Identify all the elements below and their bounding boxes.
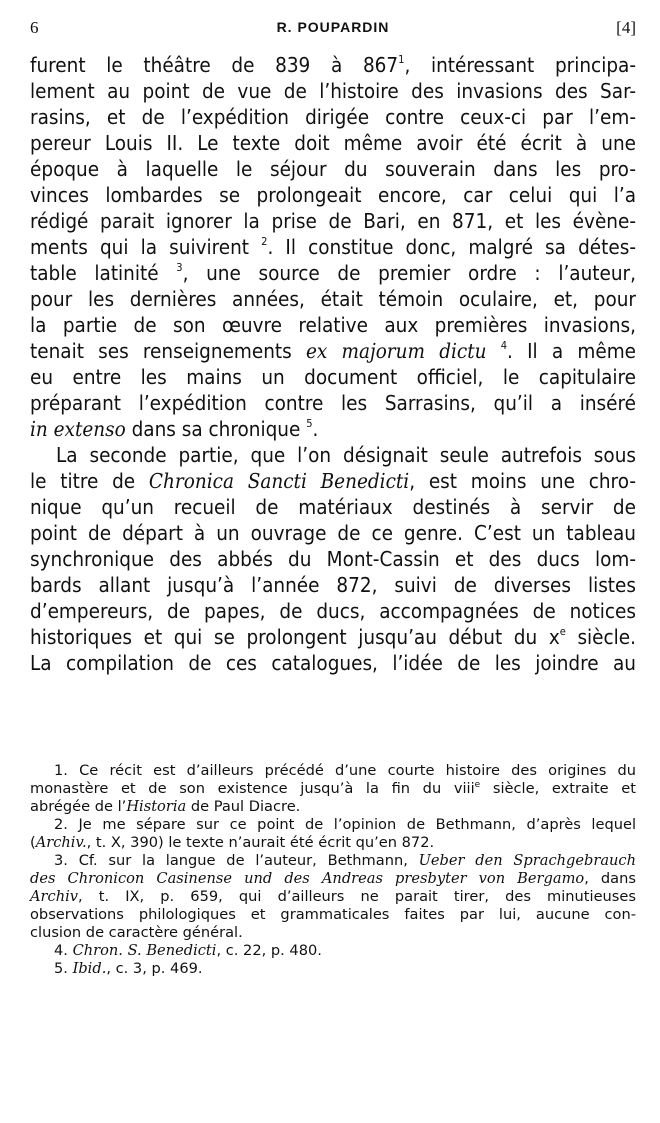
footnote-ref-4: 4	[500, 339, 508, 352]
section-marker: [4]	[616, 18, 636, 37]
footnote-1: 1. Ce récit est d’ailleurs précédé d’une courte histoire des origines du	[54, 762, 636, 779]
main-text	[30, 52, 636, 676]
text-line: point de départ à un ouvrage de ce genre. C’est un tableau	[30, 521, 636, 545]
footnote-4: 4. Chron. S. Benedicti, c. 22, p. 480.	[54, 942, 322, 959]
text-line: pour les dernières années, était témoin oculaire, et, pour	[30, 287, 636, 311]
footnote-2: 2. Je me sépare sur ce point de l’opinion de Bethmann, d’après lequel	[54, 816, 636, 833]
text-line: synchronique des abbés du Mont-Cassin et des ducs lom-	[30, 547, 636, 571]
running-title: R. POUPARDIN	[276, 19, 390, 35]
footnote-ref-2: 2	[261, 235, 268, 248]
footnote-5: 5. Ibid., c. 3, p. 469.	[54, 960, 203, 977]
text-line: vinces lombardes se prolongeait encore, car celui qui l’a	[30, 183, 636, 207]
footnote-1-cont: abrégée de l’Historia de Paul Diacre.	[30, 798, 301, 815]
text-line: La compilation de ces catalogues, l’idée de les joindre au	[30, 651, 636, 675]
text-line: tenait ses renseignements ex majorum dictu $^4$. Il a même	[30, 339, 637, 363]
text-line: historiques et qui se prolongent jusqu’au début du $x^e$ siècle.	[30, 625, 636, 649]
text-line: table latinité $^3$, une source de premier ordre : l’auteur,	[30, 261, 636, 285]
footnote-3: 3. Cf. sur la langue de l’auteur, Bethmann, Ueber den Sprachgebrauch	[54, 852, 636, 869]
text-line: eu entre les mains un document officiel, le capitulaire	[30, 365, 636, 389]
footnote-2-cont: (Archiv., t. X, 390) le texte n’aurait été écrit qu’en 872.	[30, 834, 435, 851]
text-line: d’empereurs, de papes, de ducs, accompagnées de notices	[30, 599, 636, 623]
text-line: pereur Louis II. Le texte doit même avoir été écrit à une	[30, 131, 636, 155]
footnote-ref-3: 3	[176, 261, 183, 274]
text-line: la partie de son œuvre relative aux premières invasions,	[30, 313, 636, 337]
text-line: époque à laquelle le séjour du souverain dans les pro-	[30, 157, 636, 181]
page-number: 6	[30, 18, 39, 37]
running-header	[30, 18, 636, 48]
footnote-3-cont: observations philologiques et grammaticales faites par lui, aucune con-	[30, 906, 636, 923]
text-line: bards allant jusqu’à l’année 872, suivi de diverses listes	[30, 573, 636, 597]
text-line: La seconde partie, que l’on désignait seule autrefois sous	[56, 443, 636, 467]
footnote-1-cont: monastère et de son existence jusqu’à la fin du viii$^e$ siècle, extraite et	[30, 780, 636, 797]
text-line: in extenso dans sa chronique $^5$.	[30, 417, 319, 441]
footnote-ref-5: 5	[306, 417, 313, 430]
footnote-ref-1: 1	[398, 53, 405, 66]
footnote-3-cont: Archiv, t. IX, p. 659, qui d’ailleurs ne parait tirer, des minutieuses	[30, 888, 636, 905]
text-line: préparant l’expédition contre les Sarrasins, qu’il a inséré	[30, 391, 636, 415]
text-line: le titre de Chronica Sancti Benedicti, est moins une chro-	[30, 469, 637, 493]
footnote-3-cont: clusion de caractère général.	[30, 924, 243, 941]
footnotes	[30, 762, 636, 978]
text-line: rasins, et de l’expédition dirigée contre ceux-ci par l’em-	[30, 105, 636, 129]
text-line: ments qui la suivirent $^2$. Il constitue donc, malgré sa détes-	[30, 235, 636, 259]
text-line: lement au point de vue de l’histoire des invasions des Sar-	[30, 79, 636, 103]
text-line: furent le théâtre de 839 à $867^1$, intéressant principa-	[30, 53, 636, 77]
text-line: rédigé parait ignorer la prise de Bari, en 871, et les évène-	[30, 209, 636, 233]
text-line: nique qu’un recueil de matériaux destinés à servir de	[30, 495, 636, 519]
footnote-3-cont: des Chronicon Casinense und des Andreas presbyter von Bergamo, dans	[30, 870, 636, 887]
